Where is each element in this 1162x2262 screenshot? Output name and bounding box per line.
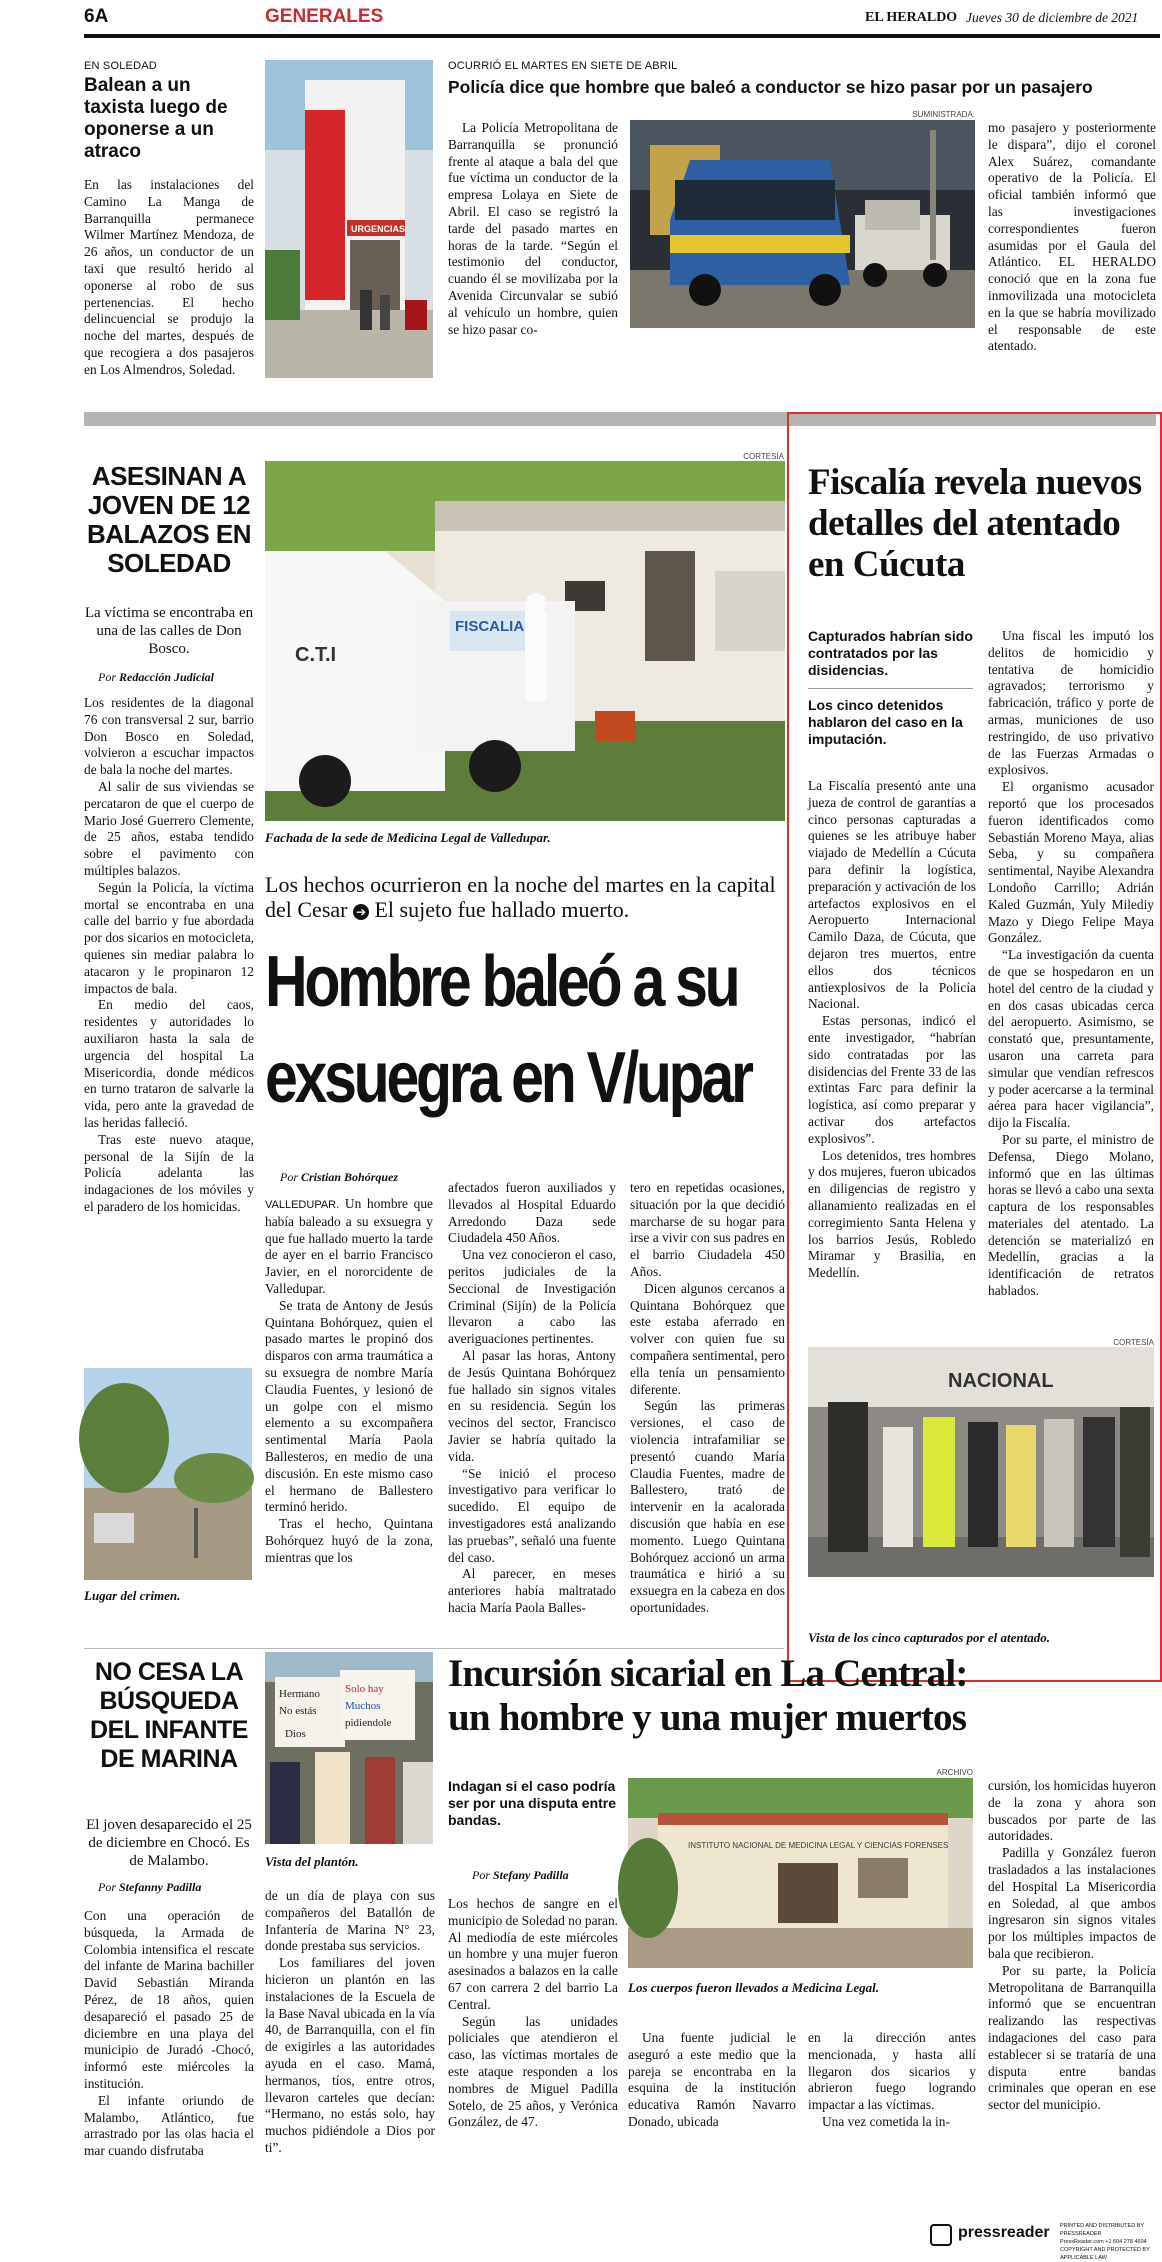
brief-kicker: EN SOLEDAD — [84, 60, 157, 72]
story-body: Los residentes de la diagonal 76 con transversal 2 sur, barrio Don Bosco en Soledad, volvieron a escuchar impactos de bala la noche del martes. Al salir de sus viviendas se percataron de que el cuerpo de Mario José Guerrero Clemente, de 25 años, estaba tendido sobre el pavimento con múltiples balazos. Según la Policía, la víctima mortal se encontraba en una calle del barrio y fue abordada por dos sicarios en motocicleta, quienes sin mediar palabra lo atacaron y le propinaron 12 impactos de bala. En medio del caos, residentes y autoridades lo auxiliaron hasta la sala de urgencia del hospital La Misericordia, donde médicos en turno trataron de salvarle la vida, pero ante la gravedad de las heridas falleció. Tras este nuevo ataque, personal de la Sijín de la Policía adelanta las indagaciones de los móviles y el paradero de los homicidas. — [84, 695, 254, 1214]
taxi-clinic-photo — [265, 60, 433, 378]
pressreader-logo-icon — [930, 2224, 952, 2246]
subhead: Indagan si el caso podría ser por una disputa entre bandas. — [448, 1778, 617, 1828]
photo-caption: Vista de los cinco capturados por el atentado. — [808, 1630, 1050, 1645]
svg-text:Solo hay: Solo hay — [345, 1683, 384, 1695]
headline-line-2: exsuegra en V/upar — [265, 1038, 751, 1118]
divider — [84, 1648, 784, 1649]
medicina-legal-building-photo — [628, 1778, 973, 1968]
subhead-2: Los cinco detenidos hablaron del caso en la imputación. — [808, 697, 963, 747]
story-body-col4: cursión, los homicidas huyeron de la zona y ahora son buscados por parte de las autoridades. Padilla y González fueron trasladados a las instalaciones del Hospital La Misericordia en Soledad, al que ambos ingresaron sin signos vitales por los múltiples impactos de bala que recibieron. Por su parte, la Policía Metropolitana de Barranquilla informó que se encuentran realizando las respectivas indagaciones del caso para establecer si se trataría de una disputa entre bandas criminales que operan en ese sector del municipio. — [988, 1778, 1156, 2113]
story-body-col2: Una fiscal les imputó los delitos de homicidio y tentativa de homicidio agravados; terrorismo y fabricación, tráfico y porte de armas, municiones de uso restringido, de uso privativo de las Fuerzas Armadas o explosivos. El organismo acusador reportó que los procesados fueron identificados como Sebastián Moreno Maya, alias Seba, y su compañera sentimental, Nayibe Alexandra Londoño Carrillo; Adrián Kaled Guzmán, Yuly Milediy Mazo y Diego Felipe Maya González. “La investigación da cuenta de que se hospedaron en un hotel del centro de la ciudad y en dos casas ubicadas cerca del aeropuerto. Asimismo, se constató que, presuntamente, usaron una carreta para simular que vendían refrescos y poder acercarse a la terminal aérea para hacer vigilancia”, dijo la Fiscalía. Por su parte, el ministro de Defensa, Diego Molano, informó que en las últimas horas se llevó a cabo una sexta captura de los responsables materiales del atentado. La detención se materializó en Medellín, gracias a la identificación de retratos hablados. — [988, 628, 1154, 1299]
story-deck: La víctima se encontraba en una de las calles de Don Bosco. — [84, 605, 254, 657]
subhead-rule — [808, 688, 973, 689]
story-deck: Los hechos ocurrieron en la noche del martes en la capital del Cesar ➔ El sujeto fue hallado muerto. — [265, 872, 776, 922]
photo-caption: Fachada de la sede de Medicina Legal de Valledupar. — [265, 830, 551, 845]
medicina-legal-photo — [265, 461, 785, 821]
headline: Incursión sicarial en La Central: un hombre y una mujer muertos — [448, 1652, 968, 1739]
headline: Fiscalía revela nuevos detalles del atentado en Cúcuta — [808, 462, 1142, 585]
svg-text:Dios: Dios — [285, 1728, 306, 1740]
byline: Por Redacción Judicial — [98, 670, 214, 684]
story-title: NO CESA LA BÚSQUEDA DEL INFANTE DE MARINA — [90, 1658, 248, 1773]
section-label: GENERALES — [265, 6, 384, 27]
story-body-col2: Una fuente judicial le aseguró a este medio que la pareja se encontraba en la esquina de la institución educativa Ramón Navarro Donado, ubicada — [628, 2030, 796, 2129]
story-body-col2: afectados fueron auxiliados y llevados al Hospital Eduardo Arredondo Daza sede Ciudadela 450 Años. Una vez conocieron el caso, peritos judiciales de la Seccional de Investigación Criminal (Sijín) de la Policía llevaron a cabo las averiguaciones pertinentes. Al pasar las horas, Antony de Jesús Quintana Bohórquez fue hallado sin signos vitales en su residencia. Según los vecinos del sector, Francisco Javier se habría quitado la vida. “Se inició el proceso investigativo para verificar lo sucedido. El equipo de investigadores está analizando las pruebas”, señaló una fuente del caso. Al parecer, en meses anteriores había maltratado hacia María Paola Balles- — [448, 1180, 616, 1615]
story-body-col1: La Fiscalía presentó ante una jueza de control de garantías a cinco personas capturadas a quienes se les atribuye haber viajado de Medellín a Cúcuta para definir la logística, preparación y activación de los artefactos explosivos en el Aeropuerto Internacional Camilo Daza, de Cúcuta, que dejaron tres muertos, entre ellos dos técnicos antiexplosivos de la Policía Nacional. Estas personas, indicó el ente investigador, “habrían sido contratadas por las disidencias del Frente 33 de las extintas Farc para definir la logística, así como preparar y activar dos artefactos explosivos”. Los detenidos, tres hombres y dos mujeres, fueron ubicados en diligencias de registro y allanamiento realizadas en el corregimiento Santa Helena y los barrios Jesús, Robledo Miramar y Brasilia, en Medellín. — [808, 778, 976, 1281]
svg-text:INSTITUTO NACIONAL DE MEDICINA: INSTITUTO NACIONAL DE MEDICINA LEGAL Y CIENCIAS FORENSES — [688, 1841, 949, 1850]
svg-text:FISCALIA: FISCALIA — [455, 618, 525, 635]
svg-text:No estás: No estás — [279, 1705, 317, 1717]
story-body-col1: VALLEDUPAR. Un hombre que había baleado a su exsuegra y que fue hallado muerto la tarde de ayer en el barrio Francisco Javier, en el nororcidente de Valledupar. Se trata de Antony de Jesús Quintana Bohórquez, quien el pasado martes le propinó dos disparos con arma traumática a su exsuegra de nombre María Claudia Fuentes, y lesionó de un golpe con el mismo elemento a su excompañera sentimental María Paola Ballesteros, en medio de una discusión. En este mismo caso el hermano de Ballestero terminó herido. Tras el hecho, Quintana Bohórquez huyó de la zona, mientras que los — [265, 1196, 433, 1565]
photo-caption: Vista del plantón. — [265, 1854, 359, 1869]
pressreader-footer[interactable] — [930, 2220, 1158, 2261]
svg-text:Muchos: Muchos — [345, 1700, 381, 1712]
subhead-1: Capturados habrían sido contratados por las disidencias. — [808, 628, 973, 678]
byline: Por Stefanny Padilla — [98, 1880, 202, 1894]
byline: Por Cristian Bohórquez — [280, 1170, 399, 1184]
photo-credit: CORTESÍA — [1113, 1338, 1154, 1347]
crime-scene-photo — [84, 1368, 252, 1580]
svg-text:NACIONAL: NACIONAL — [948, 1370, 1054, 1392]
story-body-col2: de un día de playa con sus compañeros del Batallón de Infantería de Marina N° 23, donde prestaba sus servicios. Los familiares del joven hicieron un plantón en las instalaciones de la Escuela de la Base Naval ubicada en la vía 40, de Barranquilla, con el fin de exigirles a las autoridades ayuda en el caso. Mamá, hermanos, tíos, entre otros, llevaron carteles que decían: “Hermano, no estás solo, hay muchos pidiéndole a Dios por ti”. — [265, 1888, 435, 2155]
bus-photo — [630, 120, 975, 328]
paper-name: EL HERALDO — [865, 10, 958, 25]
pressreader-fine-print: PRINTED AND DISTRIBUTED BY PRESSREADER PressReader.com +1 604 278 4604 COPYRIGHT AND PROTECTED BY APPLICABLE LAW — [1060, 2223, 1150, 2261]
brief-taxista — [84, 60, 254, 379]
story-deck: El joven desaparecido el 25 de diciembre en Chocó. Es de Malambo. — [86, 1817, 252, 1869]
planton-photo — [265, 1652, 433, 1844]
photo-caption: Lugar del crimen. — [84, 1588, 181, 1603]
brief-policia — [448, 60, 1148, 98]
brief-body: En las instalaciones del Camino La Manga de Barranquilla permanece Wilmer Martínez Mendoza, de 26 años, un conductor de un taxi que resultó herido al oponerse al robo de sus pertenencias. El hecho delincuencial se produjo la noche del martes, después de que recogiera a dos pasajeros en Los Almendros, Soledad. — [84, 177, 254, 377]
page-number: 6A — [84, 6, 109, 27]
headline-line-1: Hombre baleó a su — [265, 942, 738, 1022]
masthead-rule — [84, 34, 1160, 38]
photo-caption: Los cuerpos fueron llevados a Medicina Legal. — [628, 1980, 879, 1995]
story-soledad — [84, 462, 254, 1216]
issue-date: Jueves 30 de diciembre de 2021 — [966, 10, 1139, 25]
byline: Por Stefany Padilla — [472, 1868, 569, 1882]
svg-text:pidiendole: pidiendole — [345, 1717, 392, 1729]
captured-suspects-photo — [808, 1347, 1154, 1577]
story-body-col3: en la dirección antes mencionada, y hasta allí llegaron dos sicarios y abrieron fuego logrando impactar a las víctimas. Una vez cometida la in- — [808, 2030, 976, 2129]
story-body-col1: Con una operación de búsqueda, la Armada de Colombia intensifica el rescate del infante de Marina bachiller David Sebastián Miranda Pérez, de 18 años, quien desapareció el pasado 25 de diciembre en una playa del municipio de Juradó -Chocó, informó este miércoles la institución. El infante oriundo de Malambo, Atlántico, fue arrastrado por las olas hacia el mar cuando disfrutaba — [84, 1908, 254, 2159]
photo-credit: CORTESÍA — [743, 452, 784, 461]
svg-text:C.T.I: C.T.I — [295, 644, 337, 666]
arrow-circle-icon: ➔ — [353, 904, 369, 920]
story-title: ASESINAN A JOVEN DE 12 BALAZOS EN SOLEDAD — [87, 461, 251, 578]
brief-kicker: OCURRIÓ EL MARTES EN SIETE DE ABRIL — [448, 60, 678, 72]
brief-body-col2: mo pasajero y posteriormente le dispara”, dijo el coronel Alex Suárez, comandante operativo de la Policía. El oficial también informó que las investigaciones correspondientes fueron asumidas por el Gaula del Atlántico. EL HERALDO conoció que en la zona fue inmovilizada una motocicleta en la que se habría movilizado el responsable de este atentado. — [988, 120, 1156, 354]
story-body-col1: Los hechos de sangre en el municipio de Soledad no paran. Al mediodía de este miércoles un hombre y una mujer fueron asesinados a balazos en la calle 67 con carrera 2 del barrio La Central. Según las unidades policiales que atendieron el caso, las víctimas mortales de este ataque responden a los nombres de Miguel Padilla Sotelo, de 25 años, y Verónica González, de 47. — [448, 1896, 618, 2130]
pressreader-brand: pressreader — [958, 2224, 1050, 2241]
photo-credit: ARCHIVO — [936, 1768, 973, 1777]
svg-text:URGENCIAS: URGENCIAS — [351, 224, 406, 234]
photo-credit: SUMINISTRADA. — [912, 110, 975, 119]
brief-body-col1: La Policía Metropolitana de Barranquilla se pronunció frente al ataque a bala del que fue víctima un conductor de la empresa Lolaya en Siete de Abril. El caso se registró la tarde del pasado martes en horas de la tarde. “Según el testimonio del conductor, cuando él se movilizaba por la Avenida Circunvalar se subió al vehículo un hombre, quien se hizo pasar co- — [448, 120, 618, 337]
svg-text:Hermano: Hermano — [279, 1688, 320, 1700]
brief-title: Policía dice que hombre que baleó a conductor se hizo pasar por un pasajero — [448, 77, 1093, 97]
story-body-col3: tero en repetidas ocasiones, situación por la que decidió marcharse de su hogar para irse a vivir con sus padres en el barrio Ciudadela 450 Años. Dicen algunos cercanos a Quintana Bohórquez que este estaba aferrado en volver con quien fue su compañera sentimental, pero ella tenía un pensamiento diferente. Según las primeras versiones, el caso de violencia intrafamiliar se presentó cuando María Claudia Fuentes, madre de Ballestero, trató de intervenir en la acalorada discusión que había en ese momento. Luego Quintana Bohórquez accionó un arma traumática e hirió a su exsuegra en la cabeza en dos oportunidades. — [630, 1180, 785, 1615]
brief-title: Balean a un taxista luego de oponerse a un atraco — [84, 75, 228, 162]
